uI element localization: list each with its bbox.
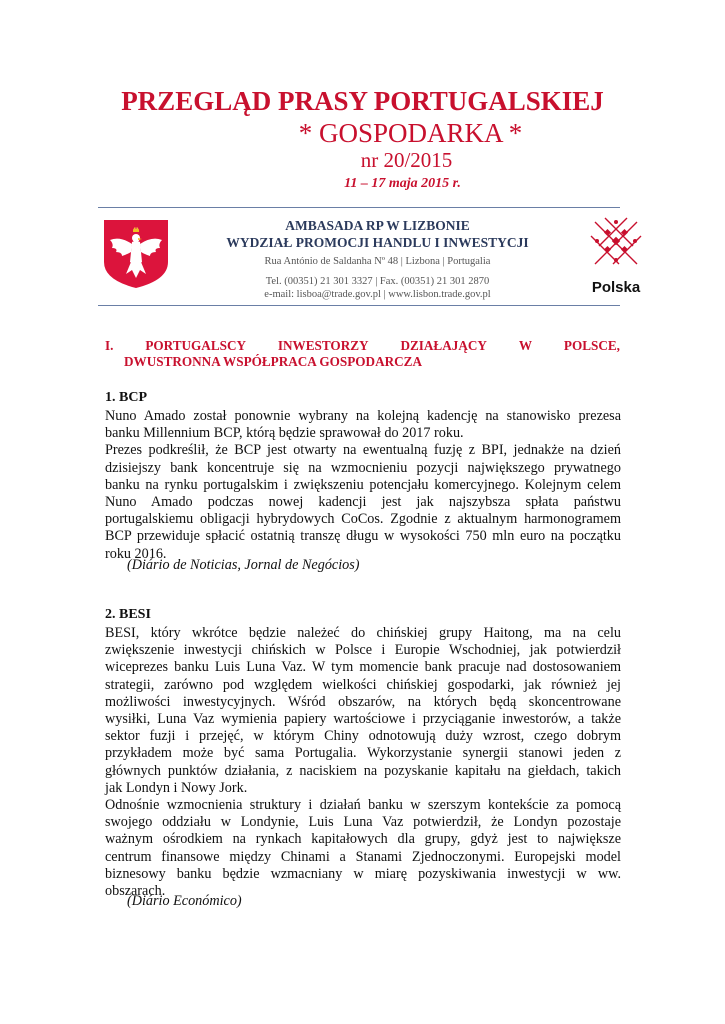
article-line: zwiększenie inwestycji chińskich w Polsce i Europie Wschodniej, jak potwierdził [105, 642, 621, 659]
article-line: BESI, który wkrótce będzie należeć do chińskiej grupy Haitong, ma na celu [105, 625, 621, 641]
embassy-contact: e-mail: lisboa@trade.gov.pl | www.lisbon.trade.gov.pl [264, 289, 491, 300]
article-line: sektor fuzji i przejęć, w którym Chiny odnotowują duży wzrost, czego dobrym [105, 728, 621, 745]
header-divider-bottom [98, 305, 620, 306]
article-line: roku 2016. [105, 545, 167, 562]
article-heading-besi: 2. BESI [105, 607, 151, 622]
section-word: INWESTORZY [277, 338, 369, 353]
article-line: możliwości inwestycyjnych. Wśród obszarów, na których będą skoncentrowane [105, 693, 621, 710]
embassy-address: Rua António de Saldanha Nº 48 | Lizbona | Portugalia [264, 256, 491, 267]
section-word: I. [105, 338, 114, 353]
issue-dates: 11 – 17 maja 2015 r. [344, 176, 461, 191]
article-source-besi: (Diário Económico) [127, 893, 242, 909]
article-line: BCP przewiduje spłacić ostatnią transzę długu w wysokości 750 mln euro na początku [105, 528, 621, 545]
section-word: PORTUGALSCY [145, 338, 246, 353]
section-word: DZIAŁAJĄCY [400, 338, 487, 353]
article-line: biznesowy banku będzie wzmacniany w miarę pozyskiwania inwestycji w ww. [105, 865, 621, 882]
embassy-name: AMBASADA RP W LIZBONIE [285, 218, 470, 233]
article-heading-bcp: 1. BCP [105, 390, 147, 405]
article-line: portugalskiemu obligacji hybrydowych CoCos. Zgodnie z aktualnym harmonogramem [105, 511, 621, 528]
article-line: przykładem może być sama Portugalia. Wykorzystanie synergii stanowi jeden z [105, 745, 621, 762]
article-line: obszarach. [105, 883, 166, 900]
article-source-bcp: (Diário de Noticias, Jornal de Negócios) [127, 557, 360, 573]
article-line: wiceprezes banku Luis Luna Vaz. W tym momencie bank pracuje nad dostosowaniem [105, 659, 621, 676]
section-heading-line2: DWUSTRONNA WSPÓŁPRACA GOSPODARCZA [124, 354, 422, 369]
article-line: Nuno Amado podczas nowej kadencji jest jak najszybsza spłata państwu [105, 494, 621, 511]
article-body-bcp [105, 408, 621, 563]
article-line: swojego oddziału w Londynie, Luis Luna Vaz potwierdził, że Londyn pozostaje [105, 814, 621, 831]
article-line: banku na rynku portugalskim i zwiększeniu potencjału komercyjnego. Kolejnym celem [105, 476, 621, 493]
article-line: głównych punktów działania, z naciskiem na pozyskanie kapitału na giełdach, takich [105, 762, 621, 779]
article-line: ważnym ośrodkiem na rynkach kapitałowych dla grupy, gdyż jest to największe [105, 831, 621, 848]
document-title: PRZEGLĄD PRASY PORTUGALSKIEJ [121, 86, 604, 116]
embassy-phone: Tel. (00351) 21 301 3327 | Fax. (00351) 21 301 2870 [265, 276, 490, 287]
section-word: POLSCE, [563, 338, 620, 353]
polish-eagle-emblem-icon [100, 218, 172, 290]
article-line: centrum finansowe między Chinami a Stanami Zjednoczonymi. Europejski model [105, 848, 621, 865]
section-heading-line1 [105, 338, 620, 354]
header-divider-top [98, 207, 620, 208]
article-line: Nuno Amado został ponownie wybrany na kolejną kadencję na stanowisko prezesa [105, 408, 621, 424]
article-line: jak Londyn i Nowy Jork. [105, 779, 248, 796]
article-line: banku Millennium BCP, którą będzie sprawował do 2017 roku. [105, 425, 464, 442]
article-line: wysiłki, Luna Vaz wymienia papiery wartościowe i przyciąganie inwestorów, a także [105, 711, 621, 728]
document-subtitle: * GOSPODARKA * [298, 118, 523, 148]
polska-logo-text: Polska [591, 279, 641, 296]
department-name: WYDZIAŁ PROMOCJI HANDLU I INWESTYCJI [226, 235, 529, 250]
issue-number: nr 20/2015 [360, 148, 453, 172]
section-heading [105, 338, 620, 370]
polska-brand-logo [583, 214, 649, 298]
article-line: dzisiejszy bank koncentruje się na wzmocnieniu pozycji największego prywatnego [105, 459, 621, 476]
section-word: W [518, 338, 533, 353]
article-body-besi [105, 625, 621, 900]
article-line: strategii, zarówno pod względem wielkości chińskiej gospodarki, jak również jej [105, 676, 621, 693]
article-line: Odnośnie wzmocnienia struktury i działań banku w szerszym kontekście za pomocą [105, 797, 621, 814]
article-line: Prezes podkreślił, że BCP jest otwarty na ewentualną fuzję z BPI, jednakże na dzień [105, 442, 621, 459]
